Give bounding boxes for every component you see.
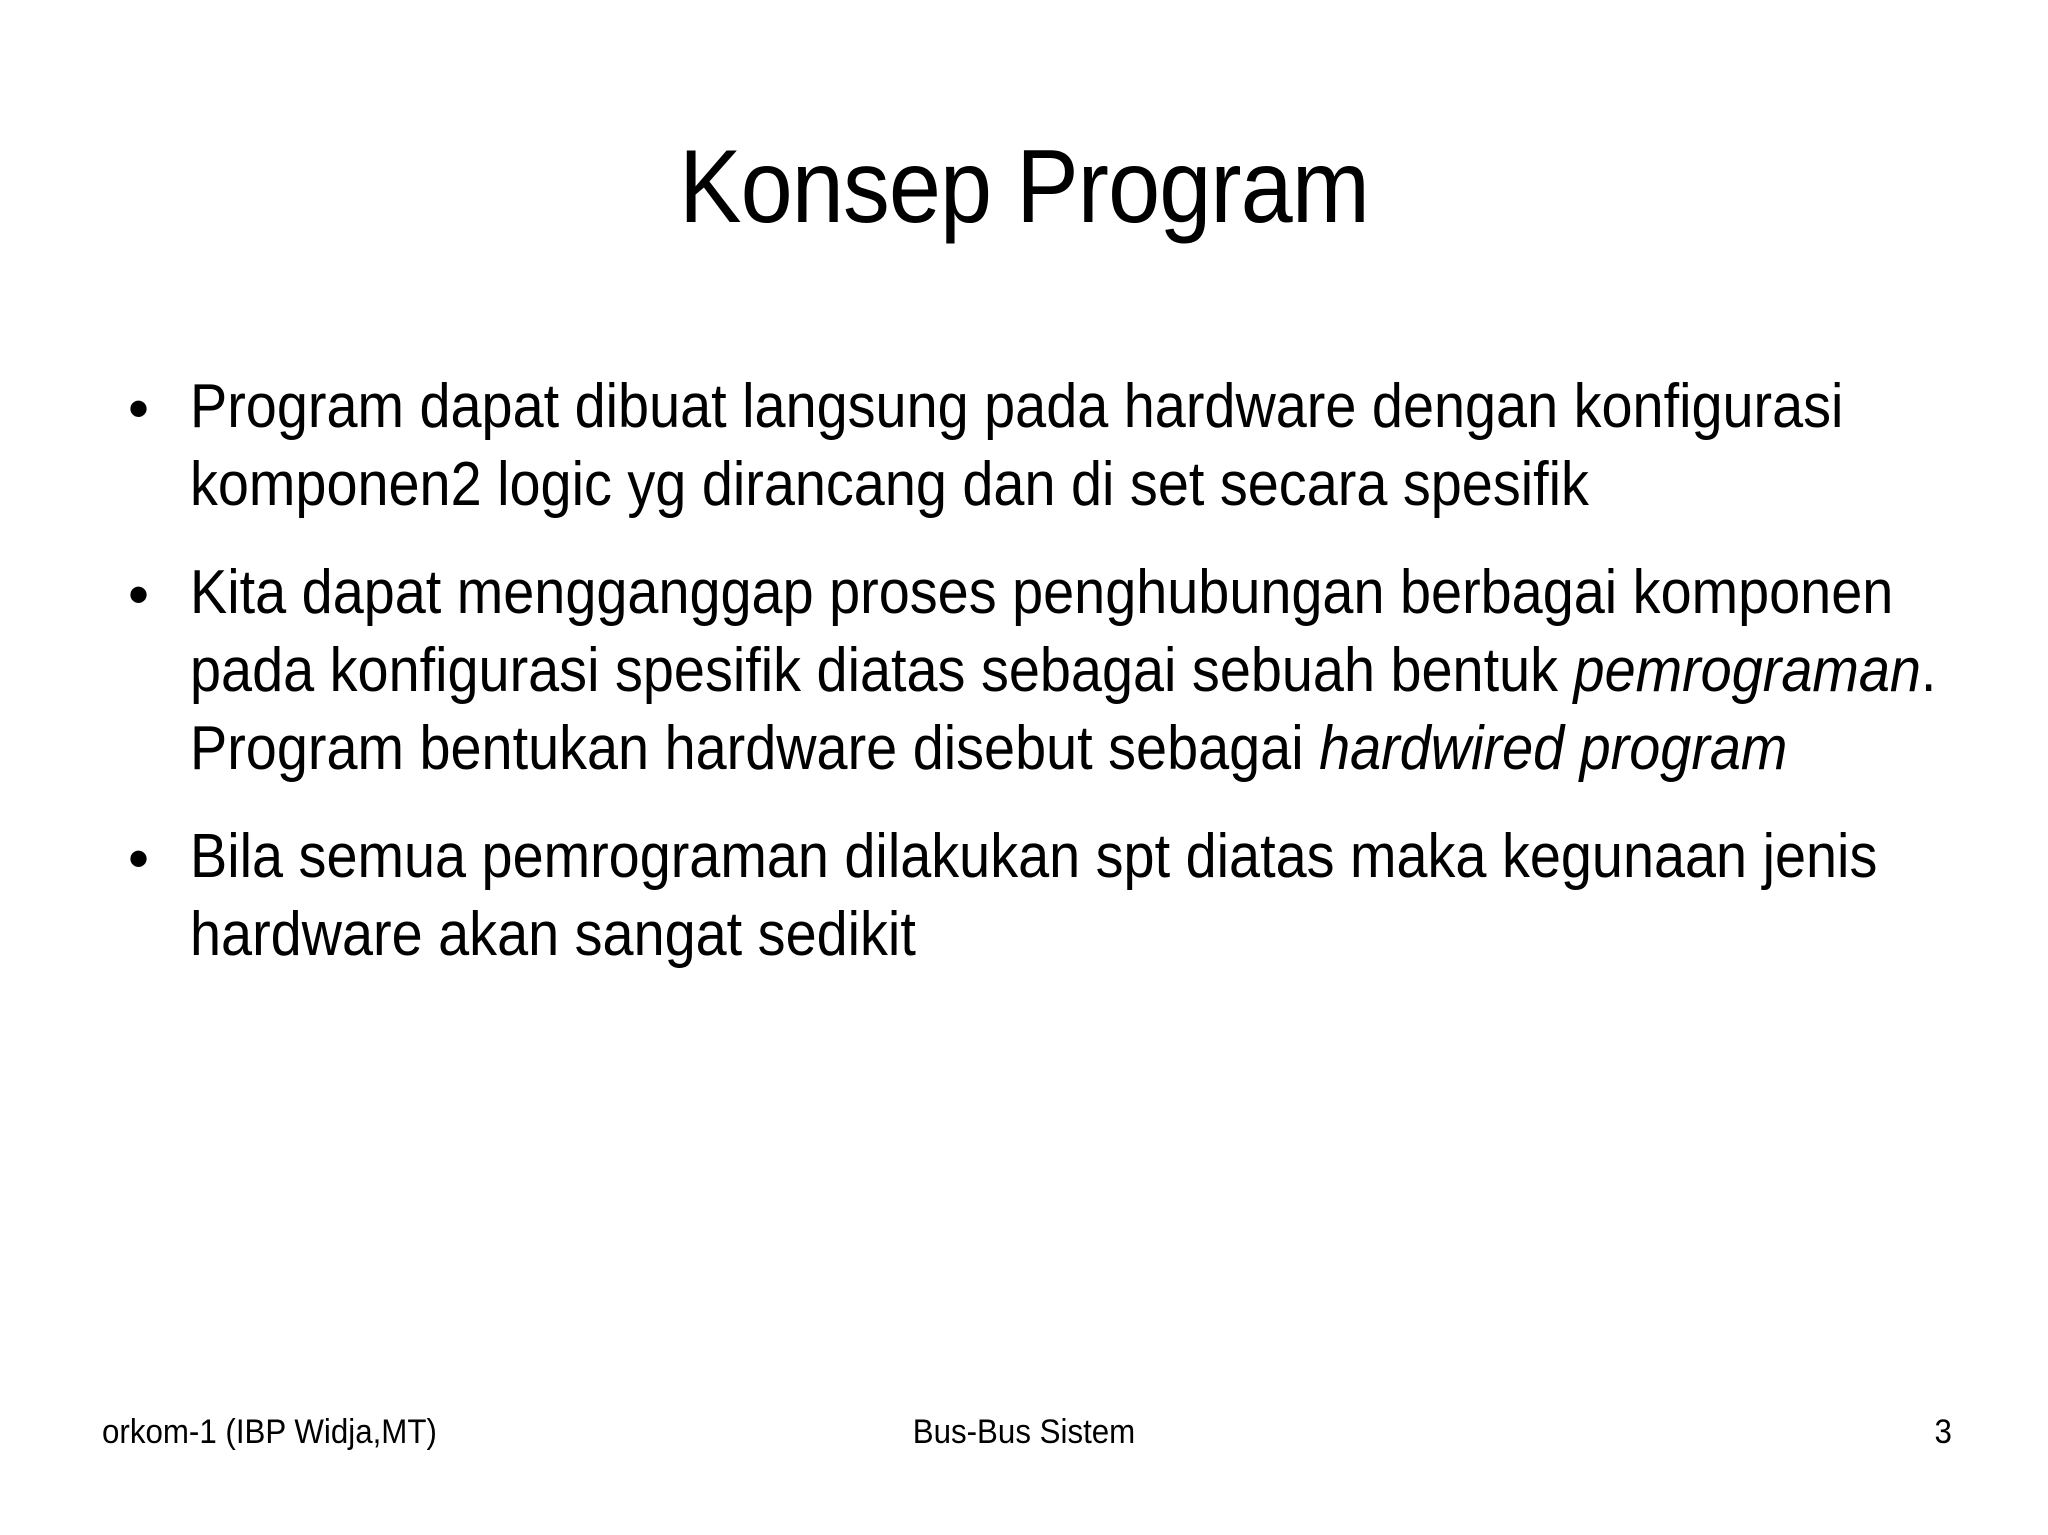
bullet-line: hardware akan sangat sedikit [190,900,916,969]
bullet-item-3 [124,818,1964,974]
bullet-marker: • [128,375,150,442]
bullet-marker: • [128,825,150,892]
bullet-line: Kita dapat mengganggap proses penghubungan berbagai komponen [190,558,1894,627]
bullet-line: Program dapat dibuat langsung pada hardware dengan konfigurasi [190,372,1844,441]
bullet-line-text: . [1920,636,1937,705]
page-number: 3 [1934,1413,1952,1451]
bullet-text [190,554,1990,788]
emphasis-term: hardwired program [1319,714,1788,783]
bullet-item-1 [124,368,1964,524]
bullet-marker: • [128,561,150,628]
bullet-list [124,368,1964,1004]
bullet-line-text: Program bentukan hardware disebut sebagai [190,714,1320,783]
slide-title: Konsep Program [679,129,1369,245]
footer-topic: Bus-Bus Sistem [912,1413,1136,1451]
bullet-text [190,818,1990,974]
bullet-item-2 [124,554,1964,788]
bullet-line-text: pada konfigurasi spesifik diatas sebagai sebuah bentuk [190,636,1574,705]
emphasis-term: pemrograman [1573,636,1921,705]
bullet-line: Bila semua pemrograman dilakukan spt diatas maka kegunaan jenis [190,822,1878,891]
bullet-text [190,368,1990,524]
footer-author: orkom-1 (IBP Widja,MT) [102,1413,437,1451]
bullet-line: komponen2 logic yg dirancang dan di set secara spesifik [190,450,1589,519]
